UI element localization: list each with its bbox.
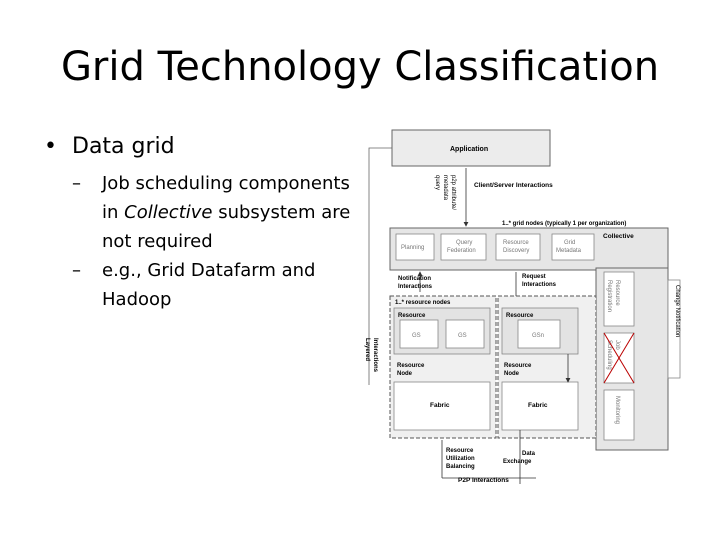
resource-discovery-line-2: Discovery — [503, 248, 530, 254]
request-line-2: Interactions — [522, 282, 557, 288]
change-notification-text: Change Notification — [674, 285, 680, 338]
bullet-dot: • — [44, 134, 57, 159]
client-server-label: Client/Server Interactions — [474, 182, 553, 189]
sub-bullet-text: e.g., Grid Datafarm and Hadoop — [102, 260, 316, 310]
utilization-line-2: Utilization — [446, 456, 475, 462]
grid-nodes-label: 1..* grid nodes (typically 1 per organization) — [502, 221, 627, 227]
utilization-line-1: Resource — [446, 448, 474, 454]
p2p-query-line-3: query — [434, 175, 440, 191]
gs2-label: GS — [458, 333, 467, 339]
resource-right-label: Resource — [506, 313, 534, 319]
planning-label: Planning — [401, 245, 425, 251]
resource-registration-line-1: Resource — [614, 280, 620, 306]
utilization-line-3: Balancing — [446, 464, 475, 470]
slide-title: Grid Technology Classification — [60, 44, 660, 90]
query-federation-box — [441, 234, 486, 260]
resource-discovery-line-1: Resource — [503, 240, 529, 246]
query-federation-line-1: Query — [456, 240, 473, 246]
resource-nodes-label: 1..* resource nodes — [395, 300, 451, 306]
resource-node-right-line-1: Resource — [504, 363, 532, 369]
resource-left-label: Resource — [398, 313, 426, 319]
resource-node-left-line-2: Node — [397, 371, 412, 377]
resource-node-right-line-2: Node — [504, 371, 519, 377]
fabric-left-label: Fabric — [430, 402, 450, 409]
data-exchange-line-2: Exchange — [503, 459, 532, 465]
change-notification-label — [674, 285, 680, 337]
query-federation-line-2: Federation — [447, 248, 476, 254]
monitoring-label — [614, 396, 620, 424]
p2p-interactions-label: P2P Interactions — [458, 477, 509, 484]
grid-metadata-line-1: Grid — [564, 240, 576, 246]
monitoring-text: Monitoring — [614, 396, 620, 425]
layered-line-1: Layered — [364, 338, 370, 362]
job-scheduling-line-2: Scheduling — [606, 340, 612, 370]
resource-registration-line-2: Registration — [606, 280, 612, 313]
sub-bullet-text-post: subsystem are not required — [102, 202, 351, 252]
bullet-text: Data grid — [72, 134, 175, 159]
application-label: Application — [450, 146, 489, 153]
collective-label: Collective — [603, 233, 634, 240]
grid-metadata-box — [552, 234, 594, 260]
resource-node-left-line-1: Resource — [397, 363, 425, 369]
job-scheduling-line-1: Job — [614, 340, 620, 350]
layered-interactions-label — [364, 338, 378, 373]
notification-line-2: Interactions — [398, 284, 433, 290]
fabric-right-label: Fabric — [528, 402, 548, 409]
gs1-label: GS — [412, 333, 421, 339]
gsn-label: GSn — [532, 333, 545, 339]
sub-bullet-text-pre: Job scheduling components in — [102, 173, 350, 223]
data-exchange-line-1: Data — [522, 451, 536, 457]
grid-metadata-line-2: Metadata — [556, 248, 582, 254]
p2p-query-line-1: p2p attribute/ — [450, 175, 456, 211]
p2p-query-line-2: metadata — [442, 175, 448, 201]
layered-line-2: Interactions — [372, 338, 378, 373]
dash-marker: – — [72, 260, 81, 281]
p2p-query-label — [434, 175, 456, 210]
notification-line-1: Notification — [398, 276, 431, 282]
dash-marker: – — [72, 173, 81, 194]
request-line-1: Request — [522, 274, 546, 280]
sub-bullet-text-em: Collective — [124, 202, 213, 223]
resource-discovery-box — [496, 234, 540, 260]
